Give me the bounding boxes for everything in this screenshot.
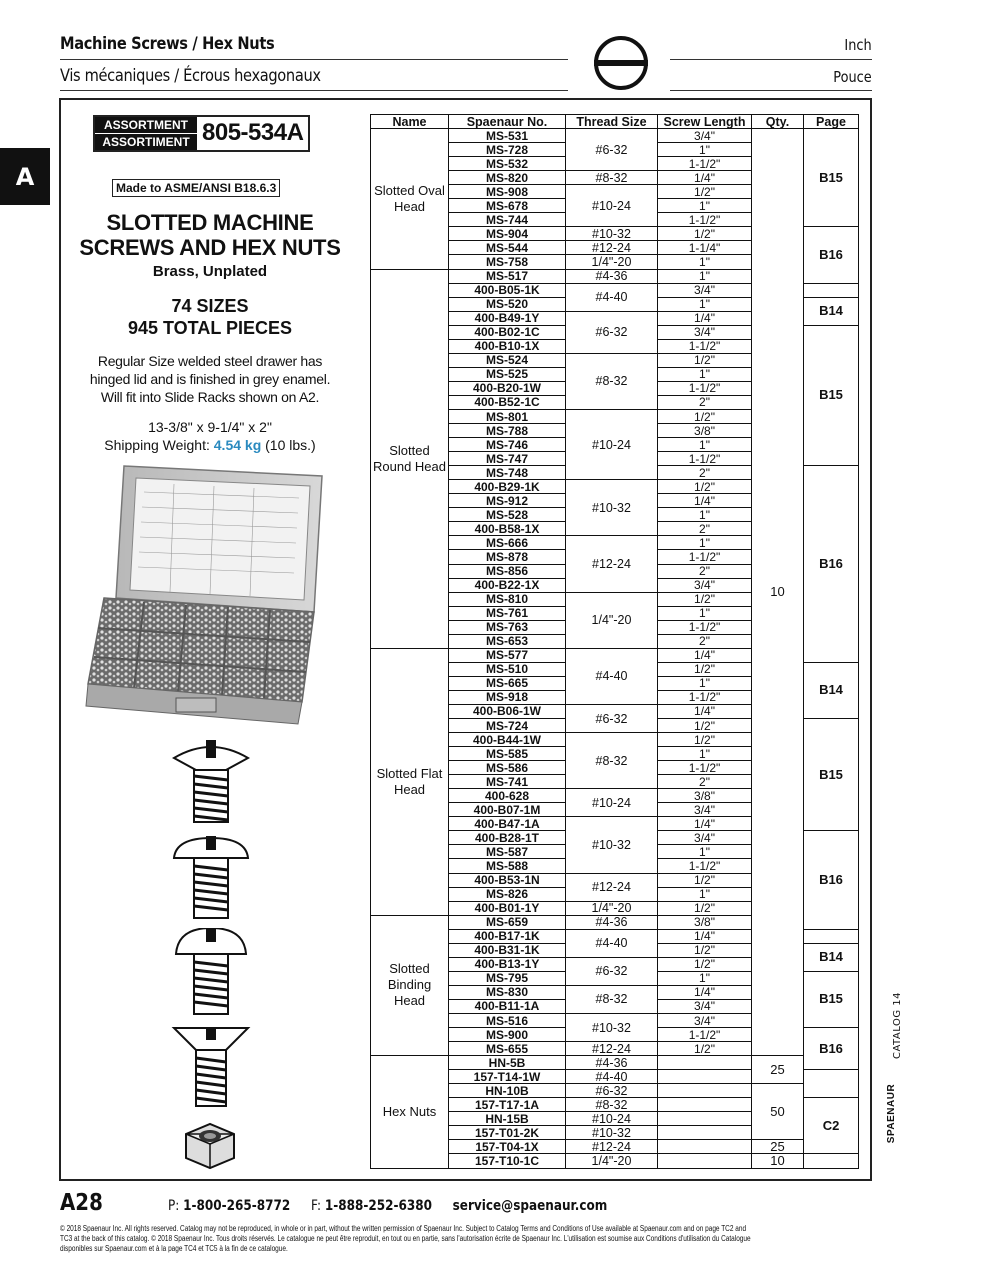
part-number-cell: MS-532: [449, 157, 566, 171]
screw-length-cell: 1": [658, 269, 752, 283]
part-number-cell: MS-761: [449, 606, 566, 620]
screw-length-cell: 3/8": [658, 424, 752, 438]
thread-size-cell: #10-32: [566, 1014, 658, 1042]
screw-length-cell: 1-1/2": [658, 620, 752, 634]
screw-length-cell: 1": [658, 199, 752, 213]
thread-size-cell: #10-32: [566, 1126, 658, 1140]
part-number-cell: 400-B07-1M: [449, 803, 566, 817]
thread-size-cell: 1/4"-20: [566, 255, 658, 269]
parts-table: [370, 114, 859, 1169]
screw-length-cell: [658, 1112, 752, 1126]
part-number-cell: MS-666: [449, 536, 566, 550]
screw-length-cell: [658, 1070, 752, 1084]
quantity-cell: 50: [752, 1084, 804, 1140]
part-number-cell: 157-T01-2K: [449, 1126, 566, 1140]
header-rule-right-top: [670, 59, 872, 60]
part-number-cell: MS-908: [449, 185, 566, 199]
part-number-cell: MS-588: [449, 859, 566, 873]
part-number-cell: 400-B17-1K: [449, 929, 566, 943]
screw-length-cell: 1": [658, 971, 752, 985]
standard-badge: Made to ASME/ANSI B18.6.3: [112, 179, 280, 197]
part-number-cell: MS-665: [449, 676, 566, 690]
page-reference-cell[interactable]: B16: [804, 831, 859, 929]
part-number-cell: HN-5B: [449, 1056, 566, 1070]
part-number-cell: HN-10B: [449, 1084, 566, 1098]
thread-size-cell: #10-32: [566, 480, 658, 536]
screw-length-cell: 3/4": [658, 831, 752, 845]
part-number-cell: MS-758: [449, 255, 566, 269]
product-dimensions: 13-3/8" x 9-1/4" x 2" Shipping Weight: 4.54 kg (10 lbs.): [104, 419, 316, 453]
part-number-cell: MS-728: [449, 143, 566, 157]
quantity-cell: 25: [752, 1140, 804, 1154]
part-number-cell: 400-B22-1X: [449, 578, 566, 592]
quantity-cell: 10: [752, 129, 804, 1056]
assortment-badge: [93, 115, 310, 152]
part-number-cell: 400-B28-1T: [449, 831, 566, 845]
thread-size-cell: #4-40: [566, 283, 658, 311]
screw-length-cell: 1-1/2": [658, 157, 752, 171]
screw-length-cell: 3/8": [658, 789, 752, 803]
screw-length-cell: 1/4": [658, 985, 752, 999]
binding-head-screw-illustration: [170, 928, 252, 1016]
quantity-cell: 10: [752, 1154, 804, 1168]
assortment-number: 805-534A: [202, 119, 304, 146]
part-number-cell: 157-T14-1W: [449, 1070, 566, 1084]
product-group-name: Slotted Round Head: [371, 269, 449, 648]
page-reference-cell[interactable]: [804, 1154, 859, 1168]
product-title: SLOTTED MACHINE SCREWS AND HEX NUTS: [79, 210, 341, 260]
thread-size-cell: #12-24: [566, 1140, 658, 1154]
screw-length-cell: 1/2": [658, 662, 752, 676]
screw-length-cell: 1/2": [658, 943, 752, 957]
header-rule-right-bottom: [670, 90, 872, 91]
part-number-cell: MS-544: [449, 241, 566, 255]
thread-size-cell: #8-32: [566, 353, 658, 409]
col-header-thread-size: Thread Size: [566, 115, 658, 129]
part-number-cell: MS-517: [449, 269, 566, 283]
thread-size-cell: #10-24: [566, 409, 658, 479]
page-reference-cell[interactable]: [804, 929, 859, 943]
thread-size-cell: 1/4"-20: [566, 592, 658, 648]
part-number-cell: MS-531: [449, 129, 566, 143]
thread-size-cell: 1/4"-20: [566, 1154, 658, 1168]
screw-length-cell: 1/4": [658, 311, 752, 325]
screw-length-cell: 1/2": [658, 409, 752, 423]
screw-length-cell: 3/8": [658, 915, 752, 929]
oval-head-screw-illustration: [170, 736, 252, 824]
screw-length-cell: [658, 1084, 752, 1098]
page-reference-cell[interactable]: B15: [804, 719, 859, 831]
part-number-cell: 157-T10-1C: [449, 1154, 566, 1168]
part-number-cell: MS-520: [449, 297, 566, 311]
weight-kg: 4.54 kg: [213, 437, 262, 453]
thread-size-cell: #10-24: [566, 789, 658, 817]
page-reference-cell[interactable]: B15: [804, 325, 859, 465]
round-head-screw-illustration: [170, 832, 252, 920]
page-reference-cell[interactable]: [804, 283, 859, 297]
screw-length-cell: 3/4": [658, 999, 752, 1013]
table-row: [371, 129, 859, 143]
part-number-cell: MS-904: [449, 227, 566, 241]
screw-length-cell: 1": [658, 676, 752, 690]
page-reference-cell[interactable]: B14: [804, 297, 859, 325]
part-number-cell: MS-587: [449, 845, 566, 859]
part-number-cell: MS-795: [449, 971, 566, 985]
part-number-cell: MS-524: [449, 353, 566, 367]
part-number-cell: MS-678: [449, 199, 566, 213]
screw-length-cell: 1-1/2": [658, 213, 752, 227]
slotted-head-icon: [592, 34, 650, 92]
screw-length-cell: 1": [658, 508, 752, 522]
thread-size-cell: #6-32: [566, 129, 658, 171]
contact-line: P: 1-800-265-8772 F: 1-888-252-6380 service@spaenaur.com: [168, 1198, 608, 1214]
part-number-cell: MS-577: [449, 648, 566, 662]
screw-length-cell: 1": [658, 367, 752, 381]
part-number-cell: MS-810: [449, 592, 566, 606]
screw-length-cell: 1-1/2": [658, 761, 752, 775]
part-number-cell: MS-763: [449, 620, 566, 634]
part-number-cell: MS-744: [449, 213, 566, 227]
part-number-cell: 157-T04-1X: [449, 1140, 566, 1154]
header-rule-left-top: [60, 59, 568, 60]
page-reference-cell[interactable]: B16: [804, 466, 859, 663]
screw-length-cell: 1": [658, 297, 752, 311]
product-group-name: Slotted Oval Head: [371, 129, 449, 269]
thread-size-cell: #6-32: [566, 957, 658, 985]
screw-length-cell: 1/4": [658, 817, 752, 831]
part-number-cell: MS-747: [449, 452, 566, 466]
screw-length-cell: 1/4": [658, 648, 752, 662]
part-number-cell: MS-912: [449, 494, 566, 508]
screw-length-cell: 2": [658, 775, 752, 789]
screw-length-cell: 1-1/2": [658, 381, 752, 395]
part-number-cell: 400-B10-1X: [449, 339, 566, 353]
part-number-cell: 400-B13-1Y: [449, 957, 566, 971]
part-number-cell: MS-586: [449, 761, 566, 775]
section-title: Machine Screws / Hex Nuts: [60, 34, 275, 54]
section-title-french: Vis mécaniques / Écrous hexagonaux: [60, 66, 321, 86]
screw-length-cell: 1": [658, 747, 752, 761]
assortment-drawer-photo: [84, 462, 336, 726]
thread-size-cell: #8-32: [566, 733, 658, 789]
page-number: A28: [60, 1190, 103, 1216]
part-number-cell: 400-B01-1Y: [449, 901, 566, 915]
thread-size-cell: #4-40: [566, 648, 658, 704]
screw-length-cell: 3/4": [658, 129, 752, 143]
part-number-cell: MS-741: [449, 775, 566, 789]
part-number-cell: 400-B58-1X: [449, 522, 566, 536]
screw-length-cell: 3/4": [658, 1014, 752, 1028]
screw-length-cell: 3/4": [658, 283, 752, 297]
part-number-cell: MS-516: [449, 1014, 566, 1028]
thread-size-cell: #4-36: [566, 1056, 658, 1070]
part-number-cell: 400-B49-1Y: [449, 311, 566, 325]
screw-length-cell: 1/4": [658, 929, 752, 943]
page-reference-cell[interactable]: [804, 1070, 859, 1098]
screw-length-cell: 2": [658, 395, 752, 409]
part-number-cell: MS-748: [449, 466, 566, 480]
parts-table-body: [371, 129, 859, 1168]
header-rule-left-bottom: [60, 90, 568, 91]
part-number-cell: 400-B02-1C: [449, 325, 566, 339]
assortment-label: ASSORTMENT: [95, 117, 197, 133]
thread-size-cell: #10-32: [566, 817, 658, 873]
screw-length-cell: 3/4": [658, 325, 752, 339]
phone-number[interactable]: 1-800-265-8772: [183, 1198, 291, 1214]
thread-size-cell: #4-36: [566, 915, 658, 929]
part-number-cell: MS-820: [449, 171, 566, 185]
page-reference-cell[interactable]: B16: [804, 1028, 859, 1070]
product-group-name: Slotted Binding Head: [371, 915, 449, 1055]
screw-length-cell: [658, 1126, 752, 1140]
email-link[interactable]: service@spaenaur.com: [452, 1198, 608, 1214]
part-number-cell: 400-B47-1A: [449, 817, 566, 831]
part-number-cell: MS-724: [449, 719, 566, 733]
page-reference-cell[interactable]: B16: [804, 227, 859, 283]
thread-size-cell: #12-24: [566, 1042, 658, 1056]
screw-length-cell: 1-1/4": [658, 241, 752, 255]
section-tab[interactable]: A: [0, 148, 50, 205]
screw-length-cell: 1": [658, 536, 752, 550]
part-number-cell: MS-801: [449, 409, 566, 423]
screw-length-cell: 1": [658, 887, 752, 901]
part-number-cell: 400-B29-1K: [449, 480, 566, 494]
part-number-cell: MS-525: [449, 367, 566, 381]
thread-size-cell: #6-32: [566, 1084, 658, 1098]
screw-length-cell: 1/4": [658, 171, 752, 185]
part-number-cell: 400-B52-1C: [449, 395, 566, 409]
screw-length-cell: 1/2": [658, 227, 752, 241]
screw-length-cell: 1": [658, 143, 752, 157]
page-reference-cell[interactable]: B15: [804, 129, 859, 227]
part-number-cell: MS-655: [449, 1042, 566, 1056]
thread-size-cell: #8-32: [566, 985, 658, 1013]
screw-length-cell: 2": [658, 634, 752, 648]
unit-label: Inch: [844, 36, 872, 54]
brand-vertical: SPAENAUR: [886, 1083, 898, 1144]
table-header-row: [371, 115, 859, 129]
screw-length-cell: 1/2": [658, 733, 752, 747]
screw-length-cell: 1/2": [658, 1042, 752, 1056]
product-description: Regular Size welded steel drawer has hinged lid and is finished in grey enamel. Will fit into Slide Racks shown on A2.: [89, 353, 331, 405]
screw-length-cell: 1-1/2": [658, 550, 752, 564]
thread-size-cell: #6-32: [566, 311, 658, 353]
screw-length-cell: 1": [658, 255, 752, 269]
col-header-name: Name: [371, 115, 449, 129]
screw-length-cell: 1/2": [658, 480, 752, 494]
part-number-cell: 157-T17-1A: [449, 1098, 566, 1112]
screw-length-cell: 1": [658, 845, 752, 859]
screw-length-cell: 1-1/2": [658, 1028, 752, 1042]
thread-size-cell: #8-32: [566, 1098, 658, 1112]
col-header-qty: Qty.: [752, 115, 804, 129]
screw-length-cell: 1/2": [658, 873, 752, 887]
fax-number: 1-888-252-6380: [324, 1198, 432, 1214]
table-row: [371, 1056, 859, 1070]
screw-length-cell: 1-1/2": [658, 859, 752, 873]
catalog-edition: CATALOG 14: [891, 992, 903, 1059]
thread-size-cell: #4-36: [566, 269, 658, 283]
col-header-screw-length: Screw Length: [658, 115, 752, 129]
screw-length-cell: 1/2": [658, 592, 752, 606]
screw-length-cell: 3/4": [658, 578, 752, 592]
product-material: Brass, Unplated: [152, 263, 268, 280]
screw-length-cell: [658, 1154, 752, 1168]
screw-length-cell: 1/4": [658, 494, 752, 508]
thread-size-cell: #12-24: [566, 873, 658, 901]
screw-length-cell: 2": [658, 466, 752, 480]
thread-size-cell: #4-40: [566, 929, 658, 957]
part-number-cell: MS-528: [449, 508, 566, 522]
screw-length-cell: 3/4": [658, 803, 752, 817]
part-number-cell: 400-B11-1A: [449, 999, 566, 1013]
part-number-cell: MS-856: [449, 564, 566, 578]
part-number-cell: MS-900: [449, 1028, 566, 1042]
part-number-cell: 400-B53-1N: [449, 873, 566, 887]
screw-length-cell: 1/2": [658, 185, 752, 199]
part-number-cell: MS-585: [449, 747, 566, 761]
thread-size-cell: #4-40: [566, 1070, 658, 1084]
page-reference-cell[interactable]: B14: [804, 943, 859, 971]
part-number-cell: MS-746: [449, 438, 566, 452]
screw-length-cell: 1/2": [658, 719, 752, 733]
part-number-cell: MS-659: [449, 915, 566, 929]
legal-notice: © 2018 Spaenaur Inc. All rights reserved. Catalog may not be reproduced, in whole or in part, without the written permission of Spaenaur Inc. Subject to Catalog Terms and Conditions of Use available at Spaenaur.com and on page TC2 and TC3 at the back of this catalog. © 2018 Spaenaur Inc. Tous droits réservés. Le catalogue ne peut être reproduit, en tout ou en partie, sans l'autorisation écrite de Spaenaur Inc. L'utilisation est soumise aux Conditions d'utilisation du Catalogue disponibles sur Spaenaur.com et à la page TC4 et TC5 à la fin de ce catalogue.: [60, 1224, 751, 1253]
screw-length-cell: 1-1/2": [658, 452, 752, 466]
part-number-cell: 400-B05-1K: [449, 283, 566, 297]
product-counts: 74 SIZES 945 TOTAL PIECES: [127, 296, 293, 338]
part-number-cell: MS-826: [449, 887, 566, 901]
screw-length-cell: 1/2": [658, 353, 752, 367]
part-number-cell: MS-878: [449, 550, 566, 564]
screw-length-cell: [658, 1098, 752, 1112]
hex-nut-illustration: [180, 1118, 240, 1172]
screw-length-cell: 2": [658, 522, 752, 536]
part-number-cell: 400-B31-1K: [449, 943, 566, 957]
screw-length-cell: 1": [658, 606, 752, 620]
part-number-cell: 400-B44-1W: [449, 733, 566, 747]
col-header-page: Page: [804, 115, 859, 129]
thread-size-cell: #12-24: [566, 536, 658, 592]
part-number-cell: 400-B20-1W: [449, 381, 566, 395]
part-number-cell: MS-653: [449, 634, 566, 648]
thread-size-cell: #10-24: [566, 1112, 658, 1126]
screw-length-cell: 1/4": [658, 704, 752, 718]
thread-size-cell: #12-24: [566, 241, 658, 255]
unit-label-french: Pouce: [833, 68, 872, 86]
screw-length-cell: [658, 1056, 752, 1070]
flat-head-screw-illustration: [170, 1024, 252, 1108]
thread-size-cell: #8-32: [566, 171, 658, 185]
part-number-cell: 400-628: [449, 789, 566, 803]
part-number-cell: MS-510: [449, 662, 566, 676]
col-header-part-number: Spaenaur No.: [449, 115, 566, 129]
part-number-cell: 400-B06-1W: [449, 704, 566, 718]
page-reference-cell[interactable]: B14: [804, 662, 859, 718]
screw-length-cell: 2": [658, 564, 752, 578]
thread-size-cell: 1/4"-20: [566, 901, 658, 915]
thread-size-cell: #6-32: [566, 704, 658, 732]
thread-size-cell: #10-32: [566, 227, 658, 241]
screw-length-cell: 1-1/2": [658, 690, 752, 704]
product-group-name: Slotted Flat Head: [371, 648, 449, 915]
screw-length-cell: 1-1/2": [658, 339, 752, 353]
part-number-cell: HN-15B: [449, 1112, 566, 1126]
part-number-cell: MS-788: [449, 424, 566, 438]
screw-length-cell: [658, 1140, 752, 1154]
product-group-name: Hex Nuts: [371, 1056, 449, 1168]
screw-length-cell: 1/2": [658, 901, 752, 915]
screw-length-cell: 1/2": [658, 957, 752, 971]
page-reference-cell[interactable]: B15: [804, 971, 859, 1027]
page-reference-cell[interactable]: C2: [804, 1098, 859, 1154]
screw-length-cell: 1": [658, 438, 752, 452]
part-number-cell: MS-830: [449, 985, 566, 999]
assortment-label-french: ASSORTIMENT: [95, 133, 197, 150]
thread-size-cell: #10-24: [566, 185, 658, 227]
part-number-cell: MS-918: [449, 690, 566, 704]
quantity-cell: 25: [752, 1056, 804, 1084]
